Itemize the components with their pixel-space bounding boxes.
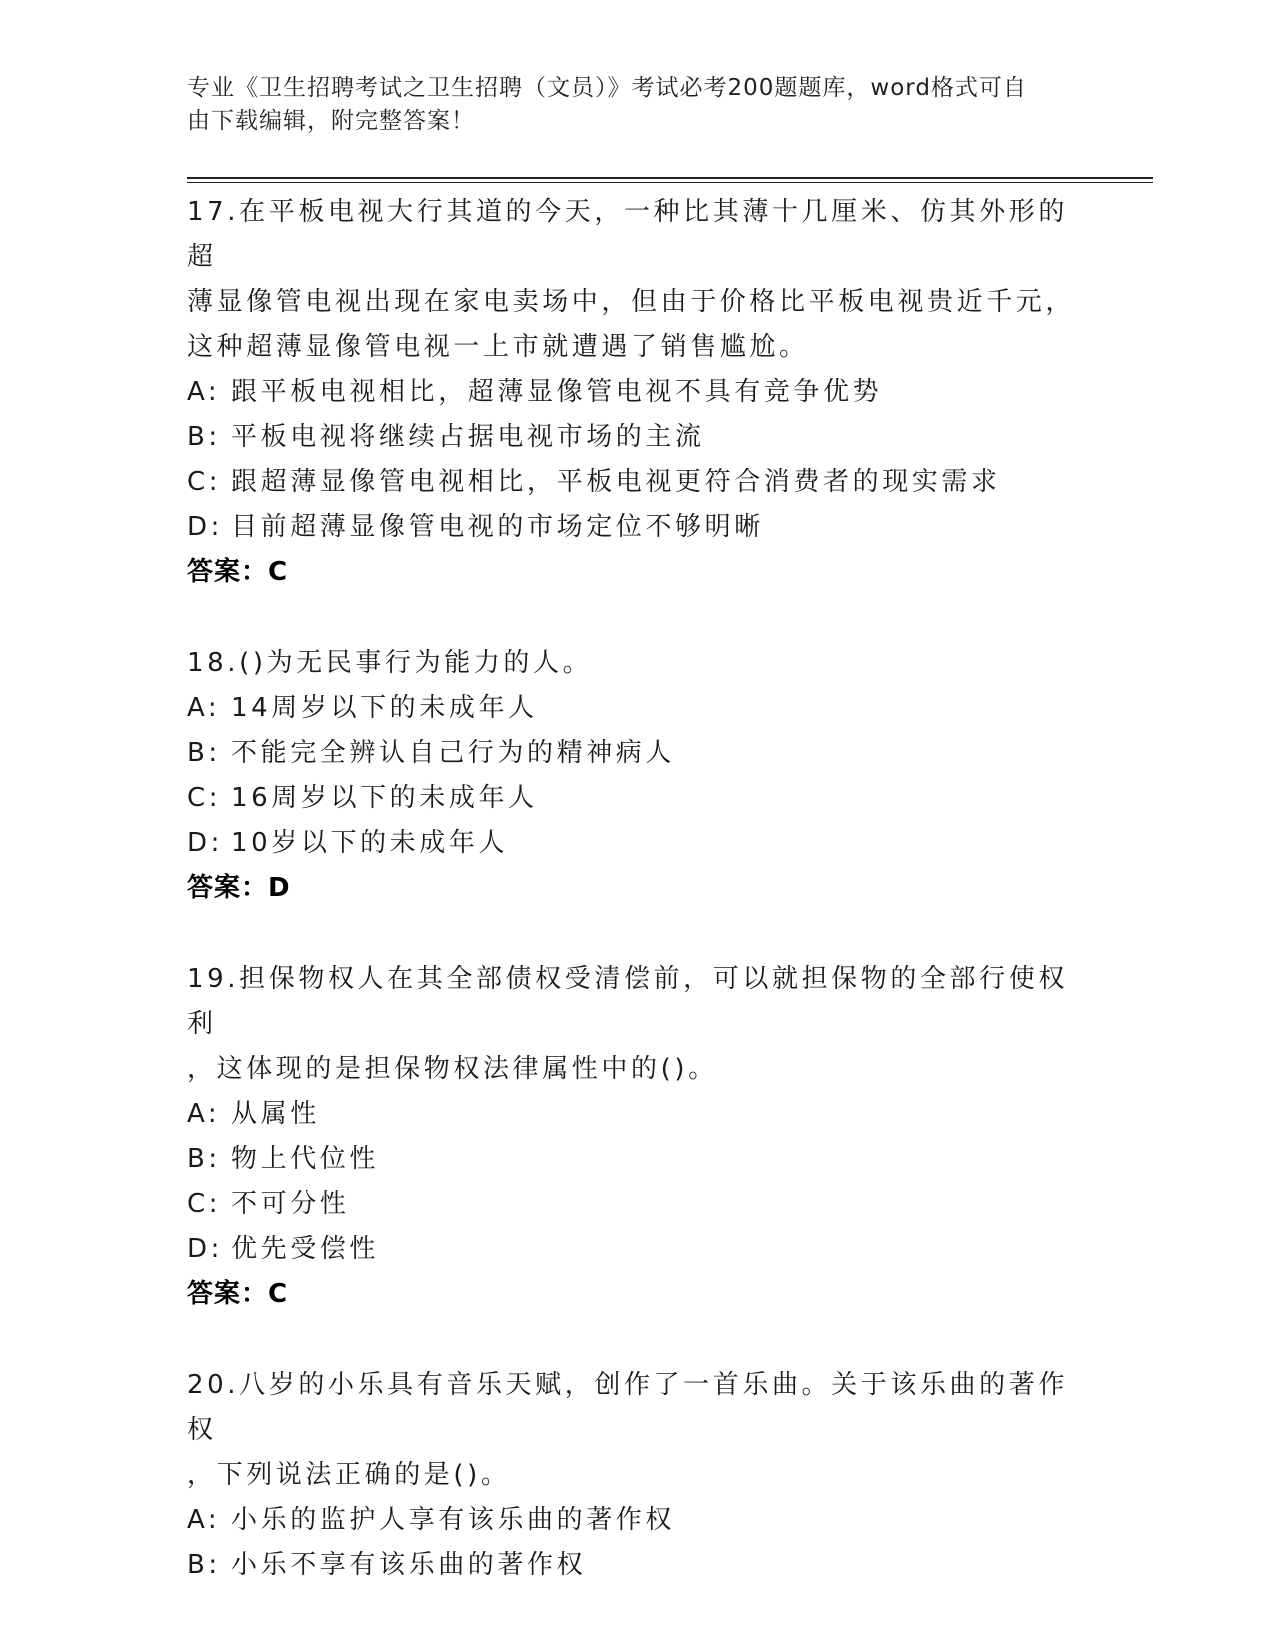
option-text: 14周岁以下的未成年人 (231, 693, 538, 723)
option-text: 16周岁以下的未成年人 (231, 783, 538, 813)
option-text: 不可分性 (231, 1189, 350, 1219)
option-a (187, 1092, 1087, 1137)
answer-label: 答案：C (187, 557, 289, 587)
question-text-line: 这种超薄显像管电视一上市就遭遇了销售尴尬。 (187, 332, 809, 362)
option-key: D: (187, 828, 223, 858)
option-key: B: (187, 422, 221, 452)
option-c (187, 460, 1087, 505)
option-text: 10岁以下的未成年人 (231, 828, 509, 858)
question-text-line: 17.在平板电视大行其道的今天，一种比其薄十几厘米、仿其外形的超 (187, 197, 1068, 272)
option-b (187, 1137, 1087, 1182)
header-divider-thin (187, 182, 1153, 183)
option-text: 小乐的监护人享有该乐曲的著作权 (231, 1505, 676, 1535)
option-b (187, 415, 1087, 460)
question-19 (187, 957, 1087, 1317)
option-key: C: (187, 467, 222, 497)
question-20 (187, 1363, 1087, 1588)
option-key: D: (187, 512, 223, 542)
question-text-line: 薄显像管电视出现在家电卖场中，但由于价格比平板电视贵近千元， (187, 287, 1076, 317)
option-text: 目前超薄显像管电视的市场定位不够明晰 (231, 512, 764, 542)
option-key: A: (187, 1099, 221, 1129)
question-text-line: 18.()为无民事行为能力的人。 (187, 648, 593, 678)
question-17 (187, 190, 1087, 595)
option-key: C: (187, 783, 222, 813)
option-text: 平板电视将继续占据电视市场的主流 (231, 422, 705, 452)
question-list (187, 190, 1087, 1634)
question-text-line: 20.八岁的小乐具有音乐天赋，创作了一首乐曲。关于该乐曲的著作权 (187, 1370, 1068, 1445)
option-d (187, 1227, 1087, 1272)
option-text: 小乐不享有该乐曲的著作权 (231, 1550, 587, 1580)
option-b (187, 731, 1087, 776)
option-key: A: (187, 1505, 221, 1535)
question-text-line: ，下列说法正确的是()。 (187, 1460, 511, 1490)
question-text-line: ，这体现的是担保物权法律属性中的()。 (187, 1054, 718, 1084)
option-key: B: (187, 738, 221, 768)
option-key: A: (187, 377, 221, 407)
option-a (187, 370, 1087, 415)
header-line-2: 由下载编辑，附完整答案！ (187, 108, 475, 134)
header-divider-thick (187, 177, 1153, 179)
option-key: D: (187, 1234, 223, 1264)
option-key: A: (187, 693, 221, 723)
question-text-line: 19.担保物权人在其全部债权受清偿前，可以就担保物的全部行使权利 (187, 964, 1068, 1039)
document-header (187, 72, 1067, 138)
option-key: B: (187, 1550, 221, 1580)
option-text: 从属性 (231, 1099, 320, 1129)
option-c (187, 776, 1087, 821)
option-text: 不能完全辨认自己行为的精神病人 (231, 738, 676, 768)
option-d (187, 505, 1087, 550)
option-text: 跟平板电视相比，超薄显像管电视不具有竞争优势 (231, 377, 883, 407)
option-d (187, 821, 1087, 866)
option-c (187, 1182, 1087, 1227)
option-text: 优先受偿性 (231, 1234, 380, 1264)
answer-label: 答案：C (187, 1279, 289, 1309)
answer-label: 答案：D (187, 873, 291, 903)
option-key: B: (187, 1144, 221, 1174)
option-a (187, 1498, 1087, 1543)
option-key: C: (187, 1189, 222, 1219)
option-a (187, 686, 1087, 731)
option-text: 跟超薄显像管电视相比，平板电视更符合消费者的现实需求 (231, 467, 1001, 497)
option-b (187, 1543, 1087, 1588)
option-text: 物上代位性 (231, 1144, 380, 1174)
header-line-1: 专业《卫生招聘考试之卫生招聘（文员）》考试必考200题题库，word格式可自 (187, 75, 1027, 101)
question-18 (187, 641, 1087, 911)
